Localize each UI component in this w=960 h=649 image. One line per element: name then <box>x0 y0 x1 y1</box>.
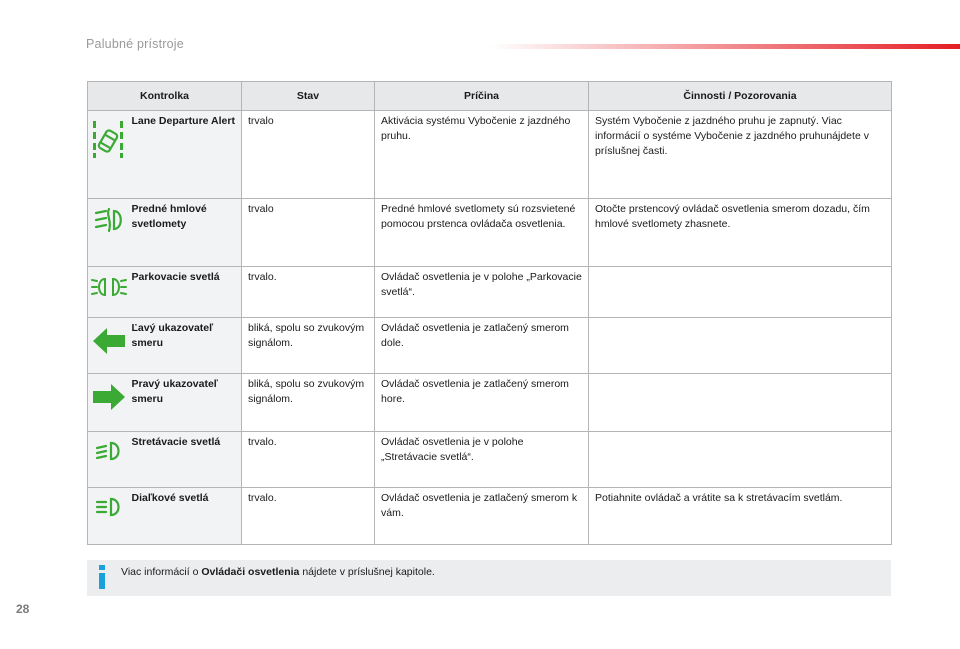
state-cell: trvalo. <box>242 267 375 318</box>
column-header-kontrolka: Kontrolka <box>88 82 242 111</box>
front-fog-lights-icon <box>92 207 126 233</box>
main-beam-icon <box>94 496 124 518</box>
state-cell: trvalo <box>242 111 375 199</box>
page-number: 28 <box>16 602 30 616</box>
cause-cell: Ovládač osvetlenia je zatlačený smerom hore. <box>375 374 589 432</box>
indicator-name: Stretávacie svetlá <box>130 432 242 488</box>
warning-lights-table <box>87 81 892 545</box>
state-cell: bliká, spolu so zvukovým signálom. <box>242 374 375 432</box>
action-cell: Potiahnite ovládač a vrátite sa k stretávacím svetlám. <box>589 488 892 545</box>
lane-departure-icon <box>91 119 127 159</box>
table-row <box>88 111 892 199</box>
indicator-name: Predné hmlové svetlomety <box>130 199 242 267</box>
action-cell <box>589 318 892 374</box>
indicator-name: Lane Departure Alert <box>130 111 242 199</box>
action-cell <box>589 267 892 318</box>
table-row <box>88 374 892 432</box>
column-header-cinnosti: Činnosti / Pozorovania <box>589 82 892 111</box>
table-row <box>88 488 892 545</box>
cause-cell: Ovládač osvetlenia je zatlačený smerom k vám. <box>375 488 589 545</box>
state-cell: trvalo. <box>242 432 375 488</box>
header-accent-line <box>490 44 960 49</box>
cause-cell: Ovládač osvetlenia je v polohe „Stretávacie svetlá“. <box>375 432 589 488</box>
info-text-prefix: Viac informácií o <box>121 566 202 578</box>
table-row <box>88 267 892 318</box>
info-note <box>87 560 891 596</box>
table-row <box>88 199 892 267</box>
table-header-row <box>88 82 892 111</box>
left-turn-arrow-icon <box>92 326 126 356</box>
parking-lights-icon <box>90 275 128 299</box>
state-cell: trvalo <box>242 199 375 267</box>
info-text-suffix: nájdete v príslušnej kapitole. <box>299 566 435 578</box>
table-row <box>88 318 892 374</box>
dipped-beam-icon <box>94 440 124 462</box>
state-cell: trvalo. <box>242 488 375 545</box>
action-cell <box>589 374 892 432</box>
state-cell: bliká, spolu so zvukovým signálom. <box>242 318 375 374</box>
column-header-stav: Stav <box>242 82 375 111</box>
action-cell: Systém Vybočenie z jazdného pruhu je zapnutý. Viac informácií o systéme Vybočenie z jazdného pruhunájdete v príslušnej časti. <box>589 111 892 199</box>
info-icon <box>97 565 107 589</box>
cause-cell: Ovládač osvetlenia je zatlačený smerom dole. <box>375 318 589 374</box>
action-cell <box>589 432 892 488</box>
indicator-name: Ľavý ukazovateľ smeru <box>130 318 242 374</box>
action-cell: Otočte prstencový ovládač osvetlenia smerom dozadu, čím hmlové svetlomety zhasnete. <box>589 199 892 267</box>
column-header-pricina: Príčina <box>375 82 589 111</box>
info-text <box>121 566 435 578</box>
table-row <box>88 432 892 488</box>
indicator-name: Pravý ukazovateľ smeru <box>130 374 242 432</box>
indicator-name: Diaľkové svetlá <box>130 488 242 545</box>
section-title: Palubné prístroje <box>86 37 184 51</box>
indicator-name: Parkovacie svetlá <box>130 267 242 318</box>
cause-cell: Aktivácia systému Vybočenie z jazdného pruhu. <box>375 111 589 199</box>
cause-cell: Ovládač osvetlenia je v polohe „Parkovacie svetlá“. <box>375 267 589 318</box>
cause-cell: Predné hmlové svetlomety sú rozsvietené pomocou prstenca ovládača osvetlenia. <box>375 199 589 267</box>
right-turn-arrow-icon <box>92 382 126 412</box>
info-text-bold: Ovládači osvetlenia <box>201 566 300 578</box>
